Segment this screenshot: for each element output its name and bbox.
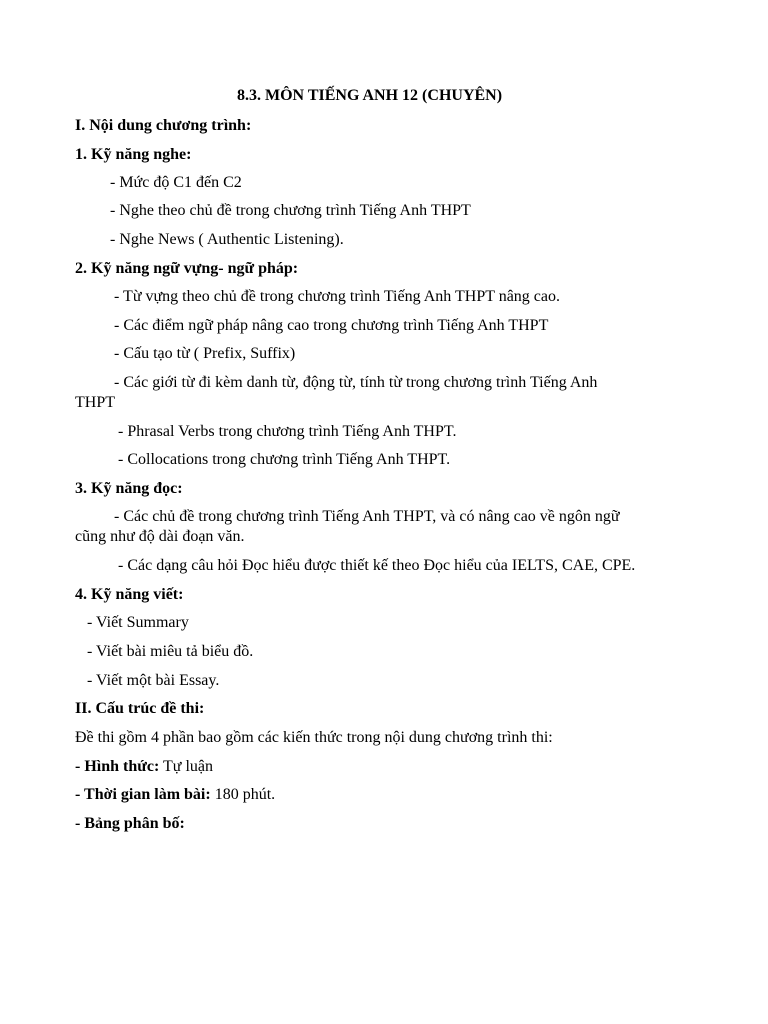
exam-form-value: Tự luận [159,758,213,775]
list-item: - Các giới từ đi kèm danh từ, động từ, tính từ trong chương trình Tiếng Anh [114,374,598,391]
list-item: - Nghe theo chủ đề trong chương trình Tiếng Anh THPT [110,202,471,219]
list-item: - Collocations trong chương trình Tiếng Anh THPT. [118,451,451,468]
list-item: - Viết một bài Essay. [87,672,220,689]
exam-time-label: - Thời gian làm bài: [75,786,211,803]
list-item: - Viết Summary [87,614,189,631]
list-item: - Phrasal Verbs trong chương trình Tiếng Anh THPT. [118,423,457,440]
list-item: - Viết bài miêu tả biểu đồ. [87,643,254,660]
distribution-label: - Bảng phân bố: [75,815,185,832]
list-item-continuation: THPT [75,394,115,411]
section-heading-content: I. Nội dung chương trình: [75,117,252,134]
list-item-continuation: cũng như độ dài đoạn văn. [75,528,245,545]
listening-heading: 1. Kỹ năng nghe: [75,146,192,163]
exam-form-row [75,757,213,777]
exam-form-label: - Hình thức: [75,758,160,775]
vocab-grammar-heading: 2. Kỹ năng ngữ vựng- ngữ pháp: [75,260,299,277]
exam-time-row [75,785,275,805]
list-item: - Các điểm ngữ pháp nâng cao trong chương trình Tiếng Anh THPT [114,317,549,334]
writing-heading: 4. Kỹ năng viết: [75,586,184,603]
exam-time-value: 180 phút. [210,786,276,803]
list-item: - Nghe News ( Authentic Listening). [110,231,344,248]
structure-intro: Đề thi gồm 4 phần bao gồm các kiến thức trong nội dung chương trình thi: [75,729,553,746]
reading-heading: 3. Kỹ năng đọc: [75,480,183,497]
section-heading-structure: II. Cấu trúc đề thi: [75,700,205,717]
list-item: - Các dạng câu hỏi Đọc hiểu được thiết kế theo Đọc hiểu của IELTS, CAE, CPE. [118,557,636,574]
list-item: - Mức độ C1 đến C2 [110,174,242,191]
list-item: - Các chủ đề trong chương trình Tiếng Anh THPT, và có nâng cao về ngôn ngữ [114,508,620,525]
page-title: 8.3. MÔN TIẾNG ANH 12 (CHUYÊN) [237,87,503,104]
list-item: - Từ vựng theo chủ đề trong chương trình Tiếng Anh THPT nâng cao. [114,288,560,305]
list-item: - Cấu tạo từ ( Prefix, Suffix) [114,345,296,362]
